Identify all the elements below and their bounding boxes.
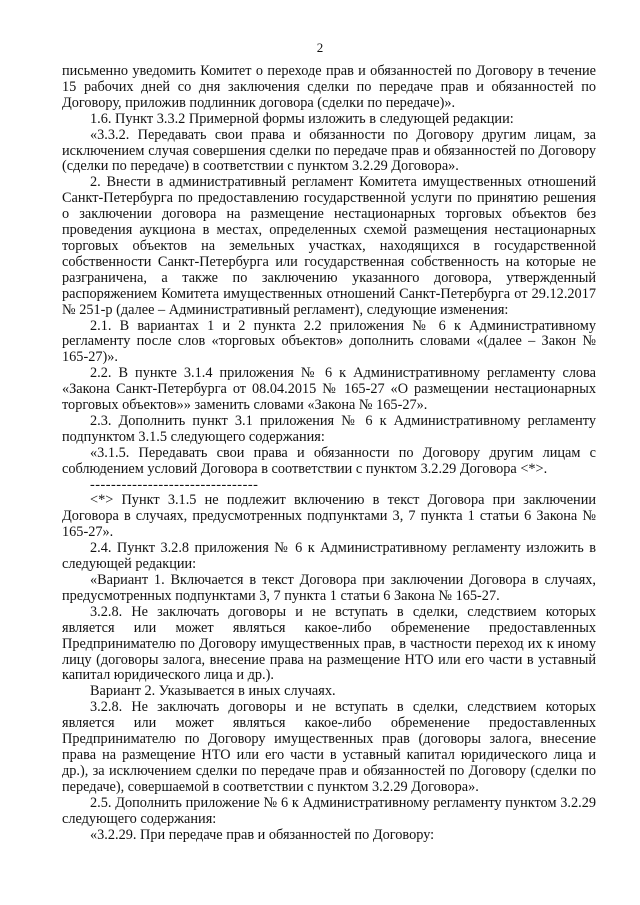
paragraph-3-3-2: «3.3.2. Передавать свои права и обязанности по Договору другим лицам, за исключением случая совершения сделки по передаче прав и обязанностей по Договору (сделки по передаче) в соответствии с пунктом 3.2.29 Договора».	[62, 126, 596, 175]
paragraph-2-5: 2.5. Дополнить приложение № 6 к Административному регламенту пунктом 3.2.29 следующего содержания:	[62, 794, 596, 827]
paragraph-1-6: 1.6. Пункт 3.3.2 Примерной формы изложить в следующей редакции:	[90, 110, 514, 127]
paragraph-2-3: 2.3. Дополнить пункт 3.1 приложения № 6 к Административному регламенту подпунктом 3.1.5 следующего содержания:	[62, 412, 596, 445]
document-body	[62, 64, 596, 843]
footnote-separator: --------------------------------	[90, 476, 259, 493]
paragraph-2-2: 2.2. В пункте 3.1.4 приложения № 6 к Административному регламенту слова «Закона Санкт-Петербурга от 08.04.2015 № 165-27 «О размещении нестационарных торговых объектов»» заменить словами «Закона № 165-27».	[62, 365, 596, 414]
paragraph-2-1: 2.1. В вариантах 1 и 2 пункта 2.2 приложения № 6 к Административному регламенту после слов «торговых объектов» дополнить словами «(далее – Закон № 165-27)».	[62, 317, 596, 366]
page-number: 2	[316, 40, 324, 55]
paragraph-2-4: 2.4. Пункт 3.2.8 приложения № 6 к Административному регламенту изложить в следующей редакции:	[62, 540, 596, 573]
paragraph-3-2-29: «3.2.29. При передаче прав и обязанностей по Договору:	[90, 826, 435, 843]
variant-1: «Вариант 1. Включается в текст Договора при заключении Договора в случаях, предусмотренных подпунктами 3, 7 пункта 1 статьи 6 Закона № 165-27.	[62, 572, 596, 604]
paragraph-3-1-5: «3.1.5. Передавать свои права и обязанности по Договору другим лицам с соблюдением условий Договора в соответствии с пунктом 3.2.29 Договора <*>.	[62, 444, 596, 477]
paragraph-continuation: письменно уведомить Комитет о переходе прав и обязанностей по Договору в течение 15 рабочих дней со дня заключения сделки по передаче прав и обязанностей по Договору, приложив подлинник договора (сделки по передаче)».	[62, 63, 596, 111]
variant-2: Вариант 2. Указывается в иных случаях.	[90, 683, 336, 700]
paragraph-2: 2. Внести в административный регламент Комитета имущественных отношений Санкт-Петербурга по предоставлению государственной услуги по принятию решения о заключении договора на размещение нестационарных торговых объектов без проведения аукциона в местах, определенных схемой размещения нестационарных торговых объектов на земельных участках, находящихся в государственной собственности Санкт-Петербурга или государственная собственность на которые не разграничена, а также по заключению указанного договора, утвержденный распоряжением Комитета имущественных отношений Санкт-Петербурга от 29.12.2017 № 251-р (далее – Административный регламент), следующие изменения:	[62, 174, 596, 318]
footnote: <*> Пункт 3.1.5 не подлежит включению в текст Договора при заключении Договора в случаях, предусмотренных подпунктами 3, 7 пункта 1 статьи 6 Закона № 165-27».	[62, 492, 596, 541]
paragraph-3-2-8-variant-1: 3.2.8. Не заключать договоры и не вступать в сделки, следствием которых является или может являться какое-либо обременение предоставленных Предпринимателю по Договору имущественных прав, в частности переход их к иному лицу (договоры залога, внесение права на размещение НТО или его части в уставный капитал юридического лица и др.).	[62, 603, 596, 684]
paragraph-3-2-8-variant-2: 3.2.8. Не заключать договоры и не вступать в сделки, следствием которых является или может являться какое-либо обременение предоставленных Предпринимателю по Договору имущественных прав (договоры залога, внесение права на размещение НТО или его части в уставный капитал юридического лица и др.), за исключением сделки по передаче прав и обязанностей по Договору (сделки по передаче), совершаемой в соответствии с пунктом 3.2.29 Договора».	[62, 699, 596, 795]
